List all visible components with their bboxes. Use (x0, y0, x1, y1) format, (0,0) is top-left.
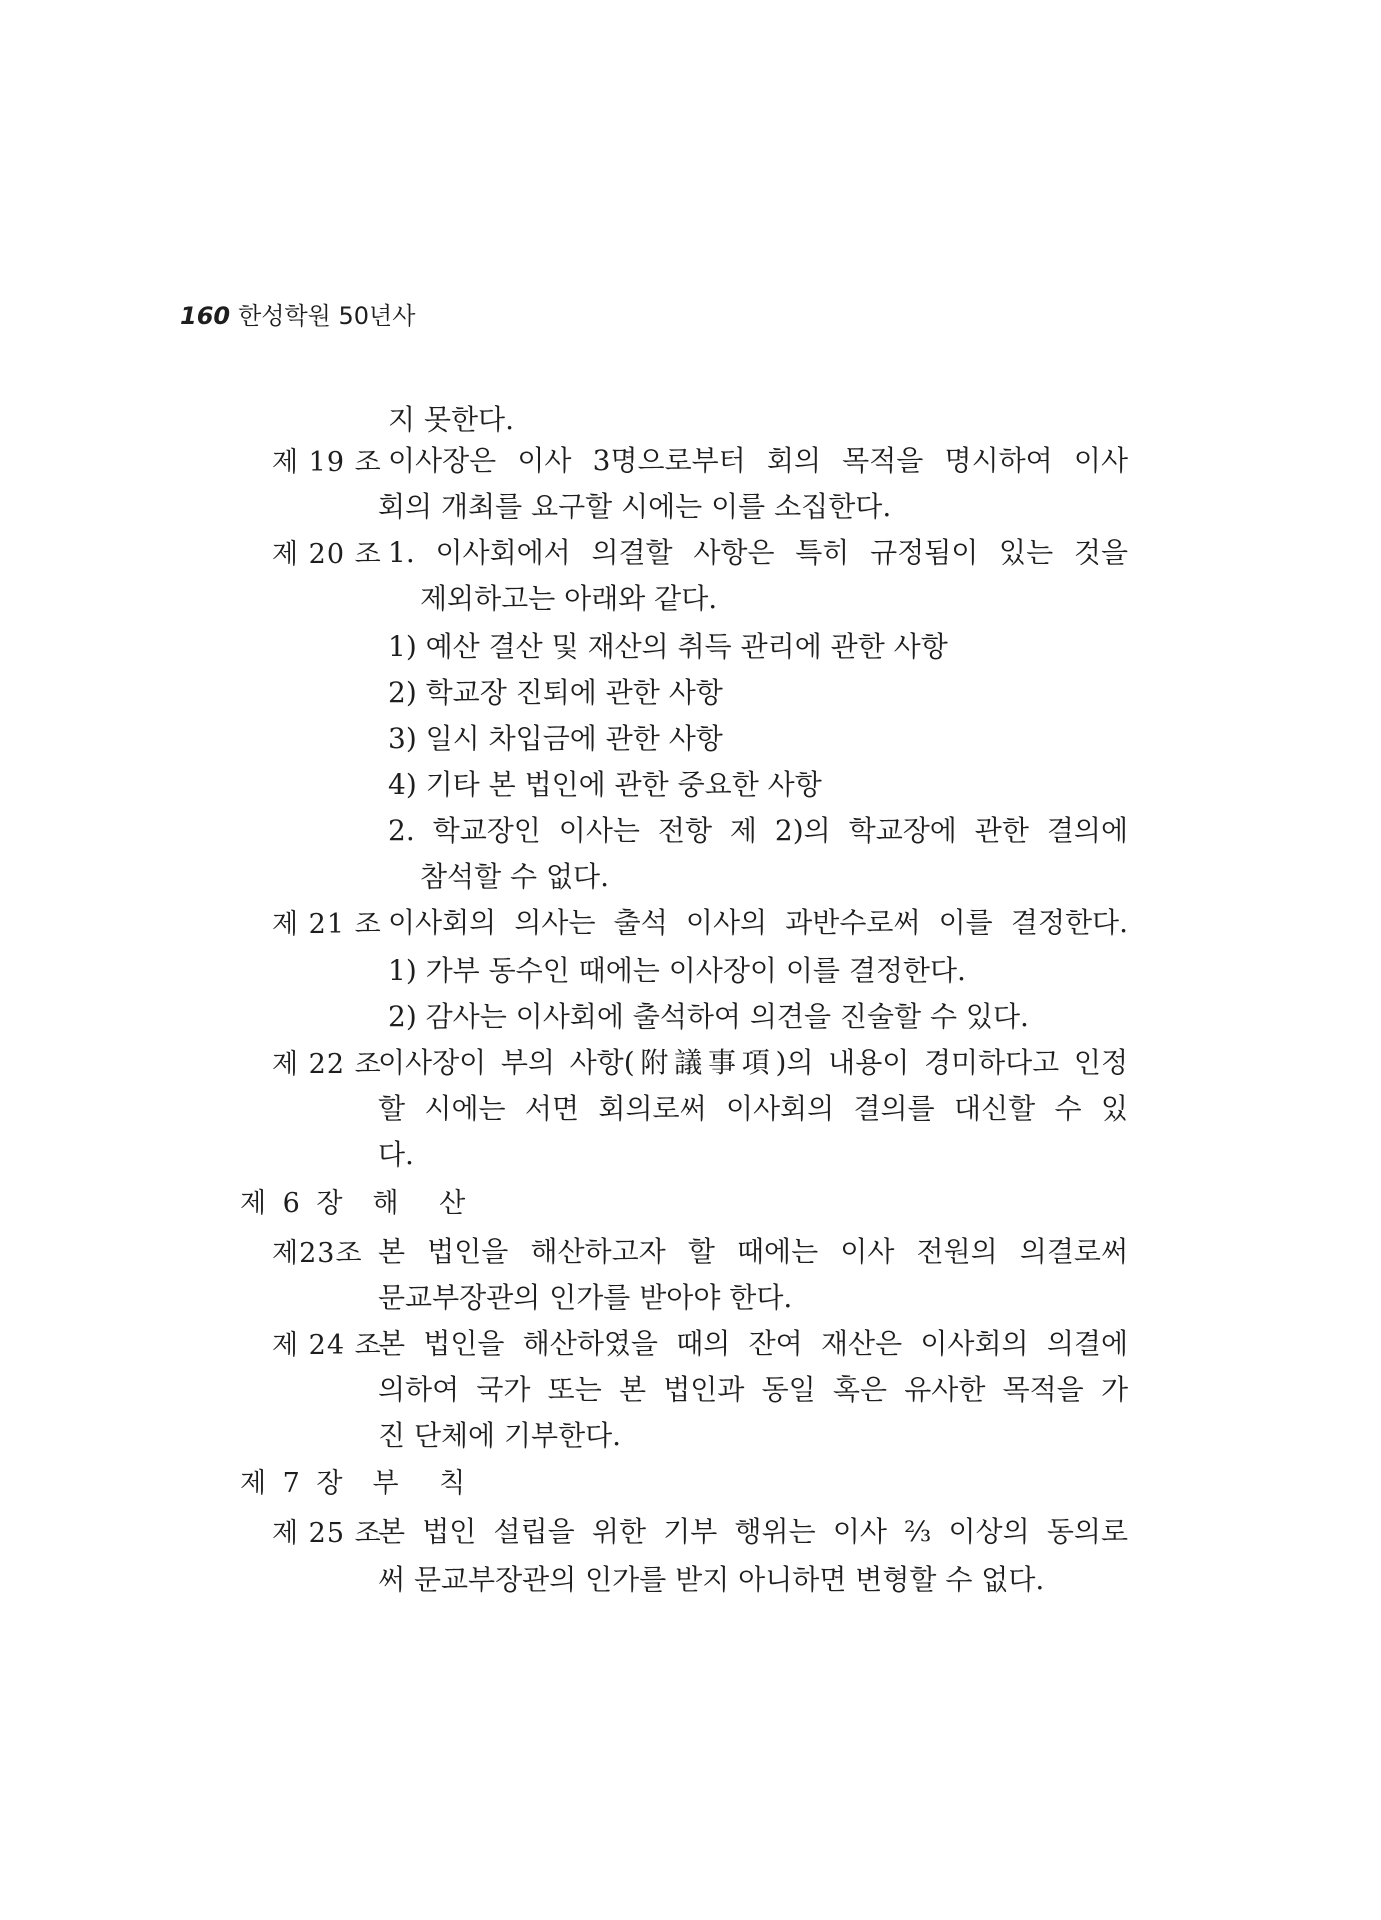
text-line: 3) 일시 차입금에 관한 사항 (388, 722, 723, 755)
text-line: 회의 개최를 요구할 시에는 이를 소집한다. (378, 490, 892, 523)
text-line: 4) 기타 본 법인에 관한 중요한 사항 (388, 768, 822, 801)
article-label: 제 21 조 (272, 909, 382, 940)
chapter-title: 부 칙 (372, 1468, 478, 1499)
text-line: 써 문교부장관의 인가를 받지 아니하면 변형할 수 없다. (378, 1563, 1045, 1596)
text-line: 이사장이 부의 사항(附議事項)의 내용이 경미하다고 인정 (378, 1046, 1128, 1079)
text-line: 본 법인 설립을 위한 기부 행위는 이사 ⅔ 이상의 동의로 (378, 1515, 1128, 1548)
article-label: 제23조 (272, 1238, 363, 1269)
text-line: 2. 학교장인 이사는 전항 제 2)의 학교장에 관한 결의에 (388, 814, 1128, 847)
text-line: 본 법인을 해산하였을 때의 잔여 재산은 이사회의 의결에 (378, 1327, 1128, 1360)
chapter-heading (240, 1190, 477, 1217)
text-line: 할 시에는 서면 회의로써 이사회의 결의를 대신할 수 있 (378, 1092, 1128, 1125)
article-label: 제 24 조 (272, 1330, 382, 1361)
running-header (180, 296, 415, 331)
chapter-label: 제 6 장 (240, 1188, 343, 1219)
chapter-title: 해 산 (372, 1188, 478, 1219)
book-title: 한성학원 50년사 (238, 302, 416, 330)
article-label: 제 22 조 (272, 1049, 382, 1080)
text-line: 1) 예산 결산 및 재산의 취득 관리에 관한 사항 (388, 630, 948, 663)
chapter-label: 제 7 장 (240, 1468, 343, 1499)
text-line: 1. 이사회에서 의결할 사항은 특히 규정됨이 있는 것을 (388, 536, 1128, 569)
text-line: 이사회의 의사는 출석 이사의 과반수로써 이를 결정한다. (388, 906, 1128, 939)
text-line: 문교부장관의 인가를 받아야 한다. (378, 1281, 793, 1314)
text-line: 참석할 수 없다. (420, 860, 609, 893)
page-number: 160 (180, 302, 231, 330)
text-line: 의하여 국가 또는 본 법인과 동일 혹은 유사한 목적을 가 (378, 1373, 1128, 1406)
text-line: 이사장은 이사 3명으로부터 회의 목적을 명시하여 이사 (388, 444, 1128, 477)
text-line: 2) 감사는 이사회에 출석하여 의견을 진술할 수 있다. (388, 1000, 1029, 1033)
text-line: 진 단체에 기부한다. (378, 1419, 622, 1452)
text-line: 지 못한다. (388, 403, 514, 436)
article-label: 제 19 조 (272, 447, 382, 478)
text-line: 본 법인을 해산하고자 할 때에는 이사 전원의 의결로써 (378, 1235, 1128, 1268)
text-line: 2) 학교장 진퇴에 관한 사항 (388, 676, 723, 709)
chapter-heading (240, 1470, 477, 1497)
article-label: 제 20 조 (272, 539, 382, 570)
text-line: 다. (378, 1138, 414, 1171)
text-line: 제외하고는 아래와 같다. (420, 582, 718, 615)
text-line: 1) 가부 동수인 때에는 이사장이 이를 결정한다. (388, 954, 966, 987)
article-label: 제 25 조 (272, 1518, 382, 1549)
